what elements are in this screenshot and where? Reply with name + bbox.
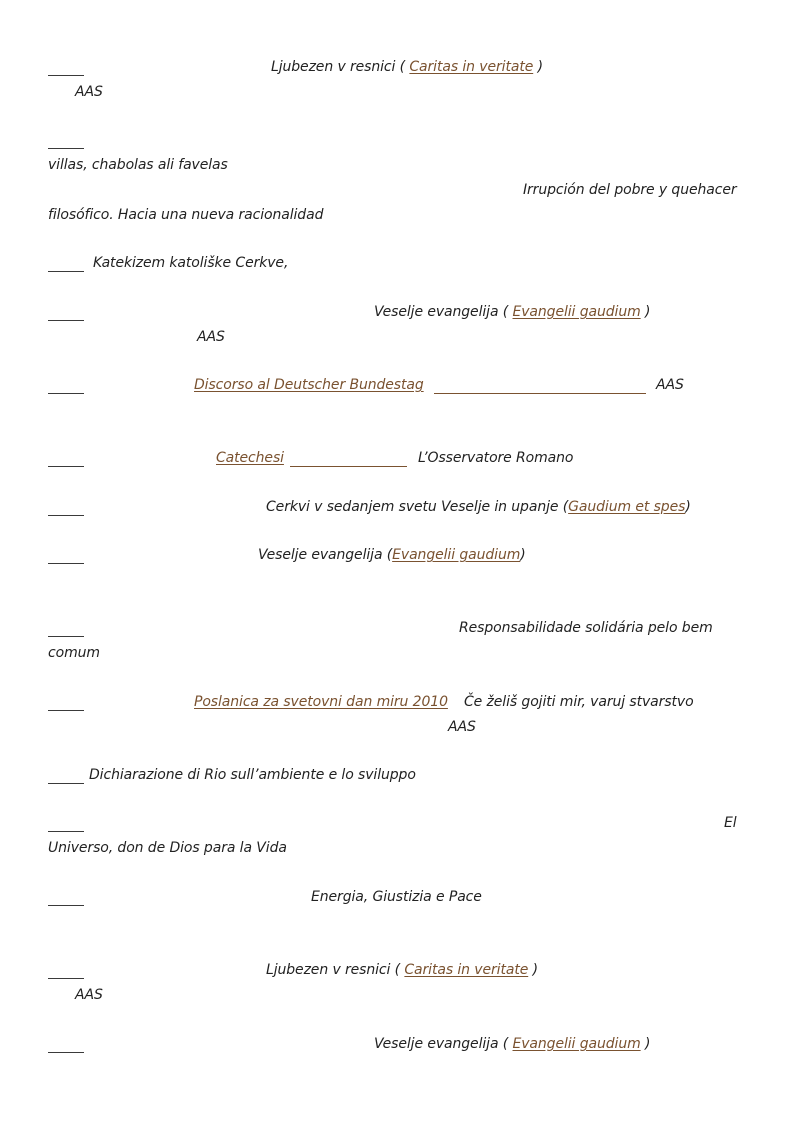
citation-text: ) xyxy=(520,547,526,563)
footnote-line: Responsabilidade solidária pelo bem xyxy=(459,620,713,636)
citation-link[interactable]: Evangelii gaudium xyxy=(512,304,641,320)
journal-abbrev: AAS xyxy=(656,377,684,393)
link-underline-extension xyxy=(290,466,407,467)
footnote-line: Irrupción del pobre y quehacer xyxy=(523,182,737,198)
footnote-marker xyxy=(48,75,84,76)
citation-text: Ljubezen v resnici ( xyxy=(271,59,406,75)
footnote-line xyxy=(271,59,543,76)
citation-link[interactable]: Gaudium et spes xyxy=(568,499,686,515)
footnote-marker xyxy=(48,783,84,784)
footnote-line: filosófico. Hacia una nueva racionalidad xyxy=(48,207,324,223)
footnote-marker xyxy=(48,271,84,272)
citation-link[interactable]: Evangelii gaudium xyxy=(392,547,521,563)
citation-text: ) xyxy=(685,499,691,515)
footnote-marker xyxy=(48,320,84,321)
citation-link[interactable]: Poslanica za svetovni dan miru 2010 xyxy=(194,694,448,710)
journal-abbrev: AAS xyxy=(448,719,476,735)
footnote-line: El xyxy=(724,815,737,831)
citation-link[interactable]: Caritas in veritate xyxy=(409,59,534,75)
citation-text: Veselje evangelija ( xyxy=(258,547,393,563)
citation-text: Ljubezen v resnici ( xyxy=(266,962,401,978)
footnote-line: villas, chabolas ali favelas xyxy=(48,157,228,173)
citation-text: ) xyxy=(537,59,543,75)
citation-text: ) xyxy=(645,1036,651,1052)
citation-text: ) xyxy=(645,304,651,320)
footnote-marker xyxy=(48,563,84,564)
citation-link[interactable]: Caritas in veritate xyxy=(404,962,529,978)
footnote-line: Katekizem katoliške Cerkve, xyxy=(93,255,289,271)
footnote-marker xyxy=(48,393,84,394)
footnote-marker xyxy=(48,1052,84,1053)
footnote-marker xyxy=(48,905,84,906)
footnote-marker xyxy=(48,710,84,711)
citation-link[interactable]: Catechesi xyxy=(216,450,284,466)
footnote-line xyxy=(216,450,284,467)
footnote-marker xyxy=(48,978,84,979)
footnote-marker xyxy=(48,636,84,637)
citation-text: ) xyxy=(532,962,538,978)
citation-title: Če želiš gojiti mir, varuj stvarstvo xyxy=(464,694,694,710)
citation-link[interactable]: Evangelii gaudium xyxy=(512,1036,641,1052)
footnote-line xyxy=(374,304,650,321)
footnote-line: Dichiarazione di Rio sull’ambiente e lo sviluppo xyxy=(89,767,416,783)
link-underline-extension xyxy=(434,393,646,394)
footnote-line xyxy=(194,377,424,394)
citation-text: Veselje evangelija ( xyxy=(374,304,509,320)
citation-link[interactable]: Discorso al Deutscher Bundestag xyxy=(194,377,424,393)
footnote-line: comum xyxy=(48,645,100,661)
journal-abbrev: AAS xyxy=(197,329,225,345)
footnote-line xyxy=(266,499,691,516)
footnote-line xyxy=(374,1036,650,1053)
footnote-marker xyxy=(48,515,84,516)
footnote-line xyxy=(194,694,448,711)
citation-text: Veselje evangelija ( xyxy=(374,1036,509,1052)
footnote-line: Energia, Giustizia e Pace xyxy=(311,889,482,905)
journal-abbrev: AAS xyxy=(75,84,103,100)
footnote-marker xyxy=(48,831,84,832)
footnote-marker xyxy=(48,148,84,149)
journal-abbrev: AAS xyxy=(75,987,103,1003)
footnote-line: Universo, don de Dios para la Vida xyxy=(48,840,287,856)
footnote-marker xyxy=(48,466,84,467)
citation-text: Cerkvi v sedanjem svetu Veselje in upanje ( xyxy=(266,499,569,515)
footnote-line xyxy=(266,962,538,979)
journal-title: L’Osservatore Romano xyxy=(418,450,574,466)
footnote-line xyxy=(258,547,526,564)
